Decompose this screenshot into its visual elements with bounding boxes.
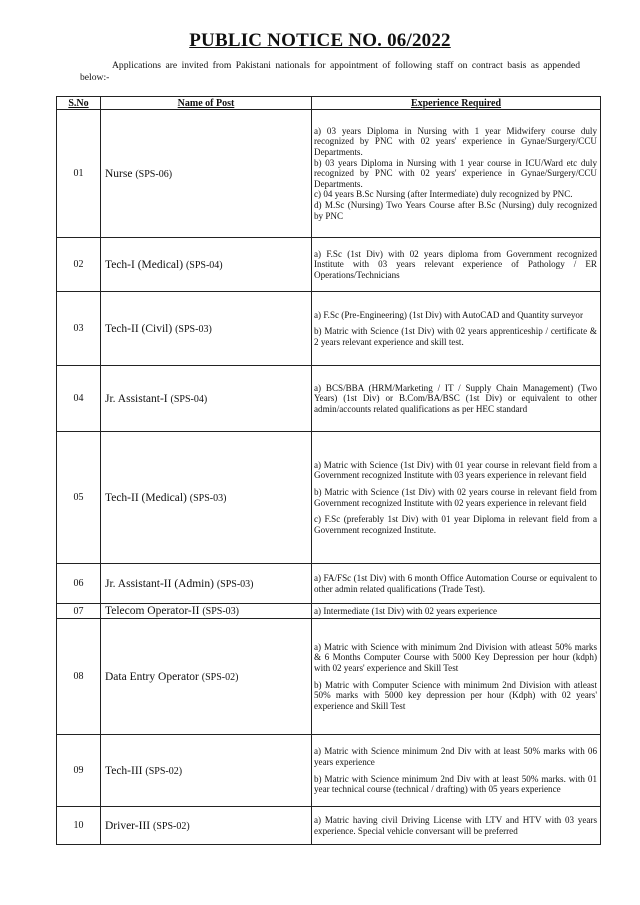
row-experience	[312, 735, 601, 807]
row-post	[101, 366, 312, 432]
row-sno: 02	[57, 238, 101, 292]
experience-item: b) 03 years Diploma in Nursing with 1 year course in ICU/Ward etc duly recognized by PNC with 02 years' experience in Gynae/Surgery/CCU Departments.	[314, 157, 597, 189]
table-row	[57, 604, 601, 619]
vacancy-table	[56, 96, 601, 845]
post-name: Tech-II (Medical)	[105, 491, 187, 504]
post-name: Tech-III	[105, 764, 143, 777]
experience-item: c) F.Sc (preferably 1st Div) with 01 year Diploma in relevant field from a Government recognized Institute.	[314, 514, 597, 535]
post-sps: (SPS-04)	[170, 393, 208, 405]
header-experience: Experience Required	[312, 97, 601, 110]
post-name: Nurse	[105, 167, 133, 180]
table-row	[57, 432, 601, 564]
experience-item: b) Matric with Science (1st Div) with 02 years course in relevant field from Government recognized Institute with 02 years experience in relevant field	[314, 486, 597, 508]
row-experience	[312, 238, 601, 292]
row-post	[101, 619, 312, 735]
experience-item: a) Matric with Science with minimum 2nd Division with atleast 50% marks & 6 Months Computer Course with 5000 Key Depression per hour (kdph) with 02 years' experience and Skill Test	[314, 641, 597, 673]
experience-item: a) Intermediate (1st Div) with 02 years experience	[314, 605, 498, 616]
post-sps: (SPS-02)	[145, 765, 183, 777]
experience-item: d) M.Sc (Nursing) Two Years Course after B.Sc (Nursing) duly recognized by PNC	[314, 199, 597, 221]
header-sno: S.No	[57, 97, 101, 110]
post-sps: (SPS-02)	[152, 820, 190, 832]
row-experience	[312, 292, 601, 366]
row-post	[101, 807, 312, 845]
row-post	[101, 110, 312, 238]
row-experience	[312, 366, 601, 432]
post-sps: (SPS-03)	[216, 578, 254, 590]
table-header-row	[57, 97, 601, 110]
post-name: Tech-I (Medical)	[105, 258, 184, 271]
row-sno: 07	[57, 604, 101, 619]
post-sps: (SPS-03)	[175, 323, 212, 335]
experience-item: b) Matric with Computer Science with minimum 2nd Division with atleast 50% marks with 5000 key depression per hour (Kdph) with 02 years' experience and Skill Test	[314, 679, 597, 711]
post-name: Telecom Operator-II	[105, 605, 200, 617]
post-sps: (SPS-03)	[189, 492, 227, 504]
row-sno: 04	[57, 366, 101, 432]
experience-item: a) BCS/BBA (HRM/Marketing / IT / Supply Chain Management) (Two Years) (1st Div) or B.Com/BA/BSC (1st Div) or equivalent to other admin/accounts related qualifications as per HEC standard	[314, 382, 597, 414]
row-sno: 05	[57, 432, 101, 564]
experience-item: a) 03 years Diploma in Nursing with 1 year Midwifery course duly recognized by PNC with 02 years' experience in Gynae/Surgery/CCU Departments.	[314, 125, 597, 158]
row-experience	[312, 432, 601, 564]
row-experience	[312, 564, 601, 604]
table-row	[57, 735, 601, 807]
row-experience	[312, 604, 601, 619]
post-sps: (SPS-04)	[185, 259, 223, 271]
row-post	[101, 735, 312, 807]
table-row	[57, 366, 601, 432]
row-sno: 06	[57, 564, 101, 604]
table-row	[57, 807, 601, 845]
post-name: Driver-III	[105, 819, 151, 832]
table-row	[57, 292, 601, 366]
row-sno: 08	[57, 619, 101, 735]
post-name: Tech-II (Civil)	[105, 322, 173, 335]
post-name: Jr. Assistant-I	[105, 392, 168, 405]
page-title: PUBLIC NOTICE NO. 06/2022	[189, 30, 451, 51]
row-sno: 01	[57, 110, 101, 238]
post-name: Jr. Assistant-II (Admin)	[105, 577, 214, 590]
experience-item: a) Matric with Science (1st Div) with 01 year course in relevant field from a Government recognized Institute with 03 years experience in relevant field	[314, 459, 597, 481]
row-experience	[312, 110, 601, 238]
row-post	[101, 292, 312, 366]
header-post: Name of Post	[101, 97, 312, 110]
post-name: Data Entry Operator	[105, 670, 199, 683]
experience-item: a) Matric having civil Driving License with LTV and HTV with 03 years experience. Special vehicle conversant will be preferred	[314, 814, 597, 836]
table-row	[57, 619, 601, 735]
experience-item: a) F.Sc (1st Div) with 02 years diploma from Government recognized Institute with 03 years relevant experience of Pathology / ER Operations/Technicians	[314, 248, 597, 280]
row-sno: 03	[57, 292, 101, 366]
row-sno: 10	[57, 807, 101, 845]
row-post	[101, 432, 312, 564]
row-post	[101, 238, 312, 292]
row-experience	[312, 619, 601, 735]
experience-item: b) Matric with Science minimum 2nd Div with at least 50% marks. with 01 year technical course (technical / drafting) with 05 years experience	[314, 773, 597, 795]
row-post	[101, 604, 312, 619]
table-row	[57, 564, 601, 604]
table-row	[57, 110, 601, 238]
table-row	[57, 238, 601, 292]
intro-paragraph: Applications are invited from Pakistani nationals for appointment of following staff on contract basis as appended below:-	[80, 60, 580, 83]
post-sps: (SPS-03)	[202, 606, 239, 617]
row-sno: 09	[57, 735, 101, 807]
experience-item: b) Matric with Science (1st Div) with 02 years apprenticeship / certificate & 2 years relevant experience and skill test.	[314, 326, 597, 347]
post-sps: (SPS-02)	[201, 671, 239, 683]
row-post	[101, 564, 312, 604]
row-experience	[312, 807, 601, 845]
experience-item: a) F.Sc (Pre-Engineering) (1st Div) with AutoCAD and Quantity surveyor	[314, 309, 584, 320]
experience-item: c) 04 years B.Sc Nursing (after Intermediate) duly recognized by PNC.	[314, 189, 573, 200]
experience-item: a) Matric with Science minimum 2nd Div with at least 50% marks with 06 years experience	[314, 746, 597, 767]
post-sps: (SPS-06)	[135, 168, 173, 180]
experience-item: a) FA/FSc (1st Div) with 6 month Office Automation Course or equivalent to other admin related qualifications (Trade Test).	[314, 572, 597, 594]
